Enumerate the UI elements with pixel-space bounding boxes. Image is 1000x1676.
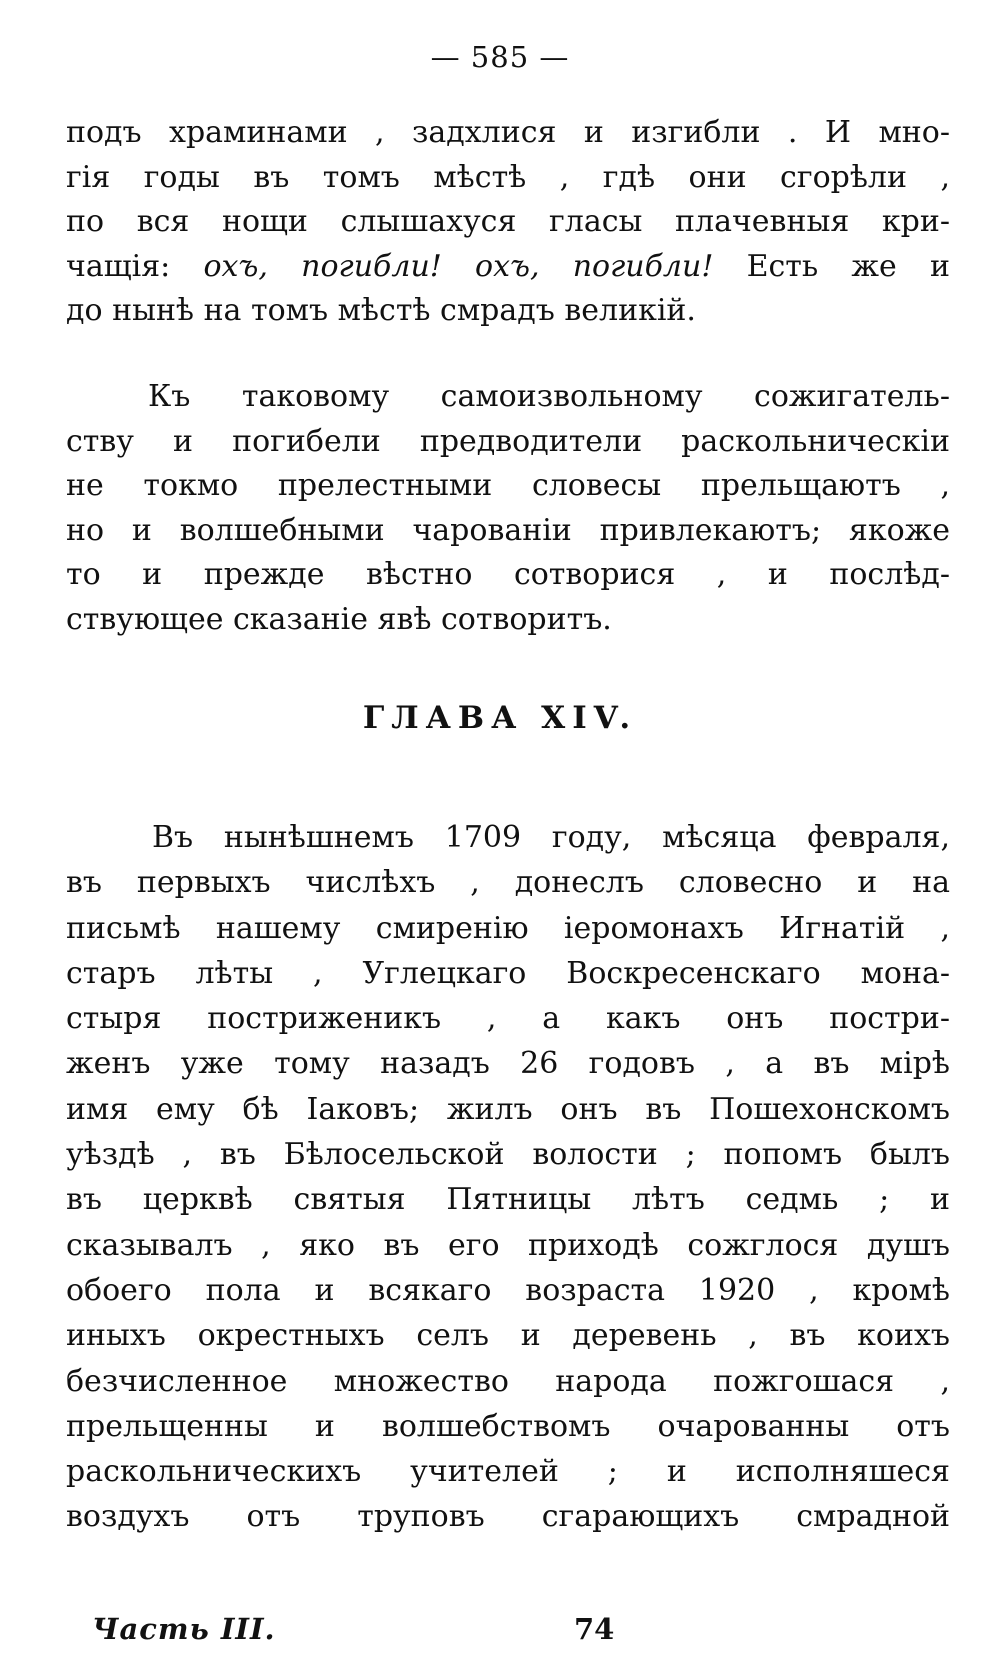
text-line: но и волшебными чарованіи привлекаютъ; якоже — [66, 512, 950, 548]
text-line: уѣздѣ , въ Бѣлосельской волости ; попомъ былъ — [66, 1137, 950, 1173]
footer-part-label: Часть III. — [92, 1612, 276, 1646]
text-line: до нынѣ на томъ мѣстѣ смрадъ великій. — [66, 293, 696, 328]
text-line: то и прежде вѣстно сотворися , и послѣд- — [66, 557, 950, 592]
text-line: въ первыхъ числѣхъ , донеслъ словесно и на — [66, 865, 950, 901]
page-number: — 585 — — [430, 40, 570, 74]
text-line: женъ уже тому назадъ 26 годовъ , а въ мірѣ — [66, 1046, 950, 1082]
paragraph-3 — [66, 815, 950, 1540]
text-line: въ церквѣ святыя Пятницы лѣтъ седмь ; и — [66, 1182, 950, 1218]
text-line: по вся нощи слышахуся гласы плачевныя кри- — [66, 204, 950, 239]
italic-quote: охъ, погибли! охъ, погибли! — [203, 248, 714, 284]
text-line: обоего пола и всякаго возраста 1920 , кромѣ — [66, 1272, 950, 1308]
text-line: не токмо прелестными словесы прельщаютъ , — [66, 468, 950, 503]
text-line: иныхъ окрестныхъ селъ и деревень , въ коихъ — [66, 1318, 950, 1354]
text-segment: Есть же и — [746, 248, 950, 284]
text-segment: чащія: — [66, 248, 171, 284]
text-line: письмѣ нашему смиренію іеромонахъ Игнатій , — [66, 910, 950, 946]
text-line: Къ таковому самоизвольному сожигатель- — [148, 379, 950, 414]
text-line: раскольническихъ учителей ; и исполняшеся — [66, 1454, 950, 1490]
text-line: прельщенны и волшебствомъ очарованны отъ — [66, 1408, 950, 1444]
text-line: безчисленное множество народа пожгошася , — [66, 1363, 950, 1399]
text-line: сказывалъ , яко въ его приходѣ сожглося душъ — [66, 1227, 950, 1263]
footer-signature-mark: 74 — [574, 1612, 615, 1646]
text-line: имя ему бѣ Іаковъ; жилъ онъ въ Пошехонскомъ — [66, 1091, 950, 1127]
text-line: ству и погибели предводители раскольническіи — [66, 423, 950, 459]
text-line: стыря постриженикъ , а какъ онъ постри- — [66, 1001, 950, 1037]
text-line: ствующее сказаніе явѣ сотворитъ. — [66, 601, 612, 637]
text-line: подъ храминами , задхлися и изгибли . И мно- — [66, 115, 950, 150]
paragraph-1 — [66, 111, 950, 334]
text-line-mixed — [66, 245, 950, 290]
text-line: старъ лѣты , Углецкаго Воскресенскаго мона- — [66, 955, 950, 991]
chapter-title: ГЛАВА XIV. — [362, 700, 638, 736]
text-line: Въ нынѣшнемъ 1709 году, мѣсяца февраля, — [152, 820, 950, 855]
text-line: гія годы въ томъ мѣстѣ , гдѣ они сгорѣли , — [66, 159, 950, 195]
paragraph-2 — [66, 375, 950, 642]
text-line: воздухъ отъ труповъ сгарающихъ смрадной — [66, 1499, 950, 1535]
